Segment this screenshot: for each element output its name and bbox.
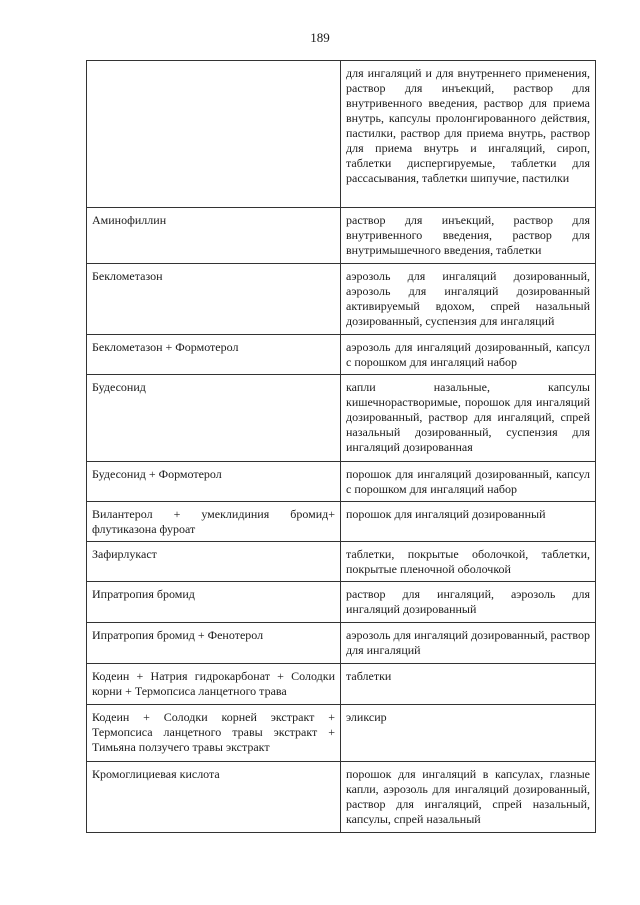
- drug-name-cell: Будесонид: [87, 375, 341, 462]
- drug-name-cell: Ипратропия бромид: [87, 582, 341, 623]
- table-row: [87, 762, 596, 833]
- dosage-forms-cell: раствор для ингаляций, аэрозоль для ингаляций дозированный: [341, 582, 596, 623]
- drug-name-cell: Кодеин + Натрия гидрокарбонат + Солодки корни + Термопсиса ланцетного трава: [87, 664, 341, 705]
- drug-name-cell: Ипратропия бромид + Фенотерол: [87, 623, 341, 664]
- dosage-forms-cell: таблетки: [341, 664, 596, 705]
- table-row: [87, 208, 596, 264]
- drug-name-cell: Будесонид + Формотерол: [87, 462, 341, 502]
- dosage-forms-cell: аэрозоль для ингаляций дозированный, аэрозоль для ингаляций дозированный активируемый вдохом, спрей назальный дозированный, суспензия для ингаляций: [341, 264, 596, 335]
- table-row: [87, 705, 596, 762]
- drug-name-cell: Кромоглициевая кислота: [87, 762, 341, 833]
- table-row: [87, 375, 596, 462]
- table-row: [87, 264, 596, 335]
- dosage-forms-cell: порошок для ингаляций дозированный: [341, 502, 596, 542]
- dosage-forms-cell: таблетки, покрытые оболочкой, таблетки, покрытые пленочной оболочкой: [341, 542, 596, 582]
- drug-name-cell: Кодеин + Солодки корней экстракт + Термопсиса ланцетного травы экстракт + Тимьяна ползучего травы экстракт: [87, 705, 341, 762]
- dosage-forms-cell: раствор для инъекций, раствор для внутривенного введения, раствор для внутримышечного введения, таблетки: [341, 208, 596, 264]
- drug-name-cell: Аминофиллин: [87, 208, 341, 264]
- drug-name-cell: Беклометазон: [87, 264, 341, 335]
- page-number: 189: [310, 30, 330, 45]
- dosage-forms-cell: капли назальные, капсулы кишечнорастворимые, порошок для ингаляций дозированный, раствор для ингаляций, спрей назальный дозированный, суспензия для ингаляций дозированная: [341, 375, 596, 462]
- table-row: [87, 502, 596, 542]
- table-row: [87, 542, 596, 582]
- table-row: [87, 462, 596, 502]
- dosage-forms-cell: порошок для ингаляций дозированный, капсул с порошком для ингаляций набор: [341, 462, 596, 502]
- table-row: [87, 61, 596, 208]
- drug-name-cell: [87, 61, 341, 208]
- dosage-forms-cell: аэрозоль для ингаляций дозированный, капсул с порошком для ингаляций набор: [341, 335, 596, 375]
- dosage-forms-cell: для ингаляций и для внутреннего применения, раствор для инъекций, раствор для внутривенного введения, раствор для приема внутрь, капсулы пролонгированного действия, пастилки, раствор для приема внутрь, раствор для приема внутрь и ингаляций, сироп, таблетки диспергируемые, таблетки для рассасывания, таблетки шипучие, пастилки: [341, 61, 596, 208]
- drug-table: [86, 60, 596, 833]
- dosage-forms-cell: эликсир: [341, 705, 596, 762]
- table-row: [87, 664, 596, 705]
- table-row: [87, 582, 596, 623]
- dosage-forms-cell: порошок для ингаляций в капсулах, глазные капли, аэрозоль для ингаляций дозированный, раствор для ингаляций, спрей назальный, капсулы, спрей назальный: [341, 762, 596, 833]
- drug-name-cell: Вилантерол + умеклидиния бромид+ флутиказона фуроат: [87, 502, 341, 542]
- table-row: [87, 623, 596, 664]
- table-row: [87, 335, 596, 375]
- dosage-forms-cell: аэрозоль для ингаляций дозированный, раствор для ингаляций: [341, 623, 596, 664]
- drug-name-cell: Зафирлукаст: [87, 542, 341, 582]
- drug-name-cell: Беклометазон + Формотерол: [87, 335, 341, 375]
